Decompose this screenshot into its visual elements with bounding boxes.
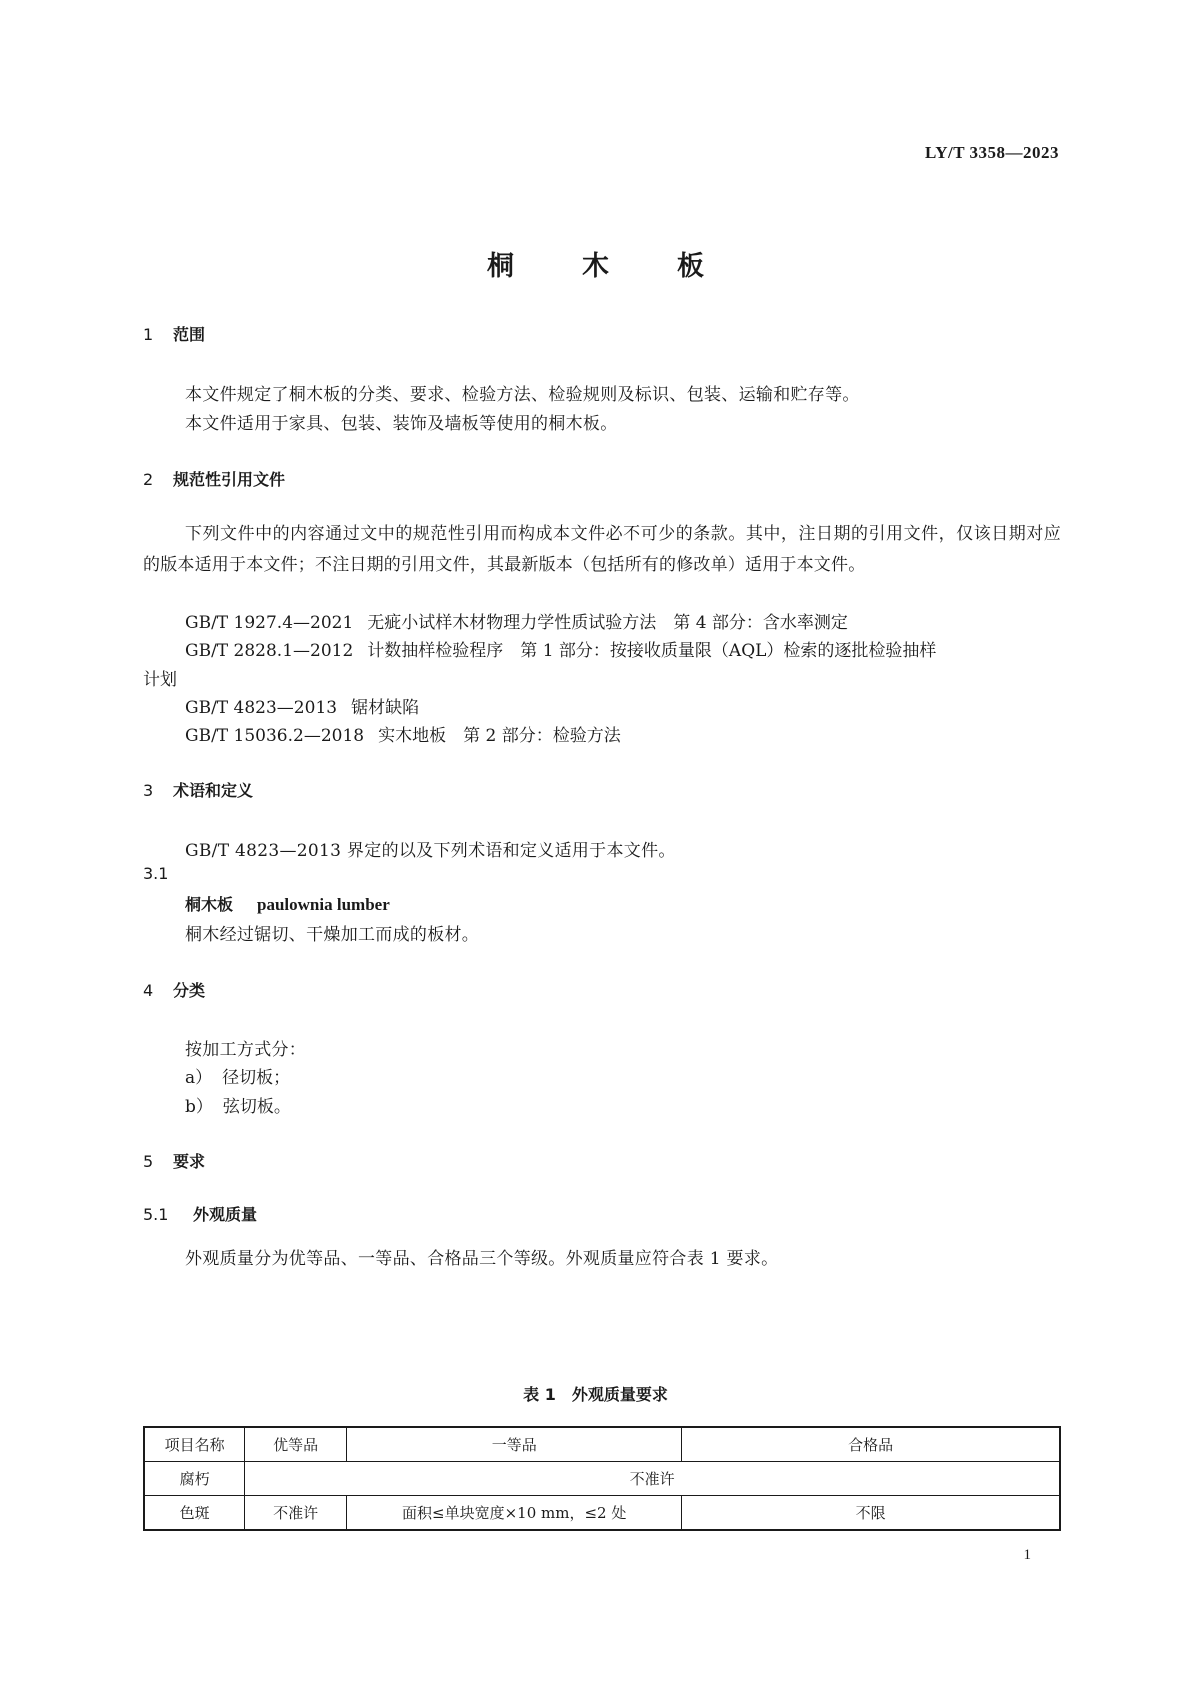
section-number: 3 xyxy=(143,781,154,800)
reference-code: GB/T 15036.2—2018 xyxy=(185,726,365,746)
subsection-number: 5.1 xyxy=(143,1205,169,1224)
section-title: 要求 xyxy=(173,1152,206,1171)
section-heading-terms xyxy=(143,778,253,801)
list-text: 弦切板。 xyxy=(222,1097,291,1117)
term-chinese: 桐木板 xyxy=(185,895,234,914)
document-title: 桐木板 xyxy=(487,251,772,282)
term-number: 3.1 xyxy=(143,864,169,883)
reference-title: 无疵小试样木材物理力学性质试验方法 第 4 部分：含水率测定 xyxy=(367,613,848,633)
section-number: 5 xyxy=(143,1152,154,1171)
reference-title: 实木地板 第 2 部分：检验方法 xyxy=(378,726,621,746)
list-text: 径切板； xyxy=(222,1068,291,1088)
table-cell: 腐朽 xyxy=(144,1462,245,1496)
table-cell: 色斑 xyxy=(144,1496,245,1531)
reference-item xyxy=(185,721,621,746)
section-title: 规范性引用文件 xyxy=(173,470,286,489)
reference-item xyxy=(185,693,419,718)
standard-code: LY/T 3358—2023 xyxy=(924,143,1059,162)
reference-title-continuation: 计划 xyxy=(143,670,177,690)
paragraph: 本文件适用于家具、包装、装饰及墙板等使用的桐木板。 xyxy=(185,414,618,434)
table-cell: 不准许 xyxy=(245,1496,347,1531)
list-item xyxy=(185,1092,291,1117)
term-english: paulownia lumber xyxy=(257,895,390,914)
paragraph: 外观质量分为优等品、一等品、合格品三个等级。外观质量应符合表 1 要求。 xyxy=(185,1249,779,1269)
section-number: 4 xyxy=(143,981,154,1000)
page-number: 1 xyxy=(1023,1547,1031,1563)
paragraph: GB/T 4823—2013 界定的以及下列术语和定义适用于本文件。 xyxy=(185,841,676,861)
table-header-cell: 项目名称 xyxy=(144,1427,245,1462)
table-header-row xyxy=(144,1427,1060,1462)
section-title: 分类 xyxy=(173,981,206,1000)
appearance-quality-table xyxy=(143,1426,1061,1531)
reference-item xyxy=(185,608,848,633)
table-cell: 不限 xyxy=(682,1496,1060,1531)
table-cell: 不准许 xyxy=(245,1462,1060,1496)
subsection-heading-appearance xyxy=(143,1202,257,1225)
term-definition: 桐木经过锯切、干燥加工而成的板材。 xyxy=(185,925,480,945)
list-marker: b） xyxy=(185,1097,213,1117)
reference-title: 计数抽样检验程序 第 1 部分：按接收质量限（AQL）检索的逐批检验抽样 xyxy=(367,641,937,661)
paragraph: 按加工方式分： xyxy=(185,1040,307,1060)
section-heading-normative-references xyxy=(143,467,285,490)
reference-item xyxy=(185,636,936,661)
paragraph: 下列文件中的内容通过文中的规范性引用而构成本文件必不可少的条款。其中，注日期的引用文件，仅该日期对应的版本适用于本文件；不注日期的引用文件，其最新版本（包括所有的修改单）适用于本文件。 xyxy=(143,524,1061,575)
table-caption: 表 1 外观质量要求 xyxy=(523,1385,668,1404)
section-heading-scope xyxy=(143,322,205,345)
section-number: 1 xyxy=(143,325,154,344)
paragraph: 本文件规定了桐木板的分类、要求、检验方法、检验规则及标识、包装、运输和贮存等。 xyxy=(185,385,860,405)
subsection-title: 外观质量 xyxy=(193,1205,258,1224)
section-title: 范围 xyxy=(173,325,206,344)
section-number: 2 xyxy=(143,470,154,489)
reference-code: GB/T 4823—2013 xyxy=(185,698,338,718)
reference-title: 锯材缺陷 xyxy=(351,698,420,718)
section-heading-classification xyxy=(143,978,205,1001)
reference-code: GB/T 1927.4—2021 xyxy=(185,613,354,633)
reference-code: GB/T 2828.1—2012 xyxy=(185,641,354,661)
table-cell: 面积≤单块宽度×10 mm，≤2 处 xyxy=(347,1496,682,1531)
table-row xyxy=(144,1496,1060,1531)
section-title: 术语和定义 xyxy=(173,781,254,800)
section-heading-requirements xyxy=(143,1149,205,1172)
list-marker: a） xyxy=(185,1068,213,1088)
term-entry xyxy=(185,892,390,915)
table-header-cell: 优等品 xyxy=(245,1427,347,1462)
table-header-cell: 一等品 xyxy=(347,1427,682,1462)
table-row xyxy=(144,1462,1060,1496)
list-item xyxy=(185,1063,290,1088)
table-header-cell: 合格品 xyxy=(682,1427,1060,1462)
